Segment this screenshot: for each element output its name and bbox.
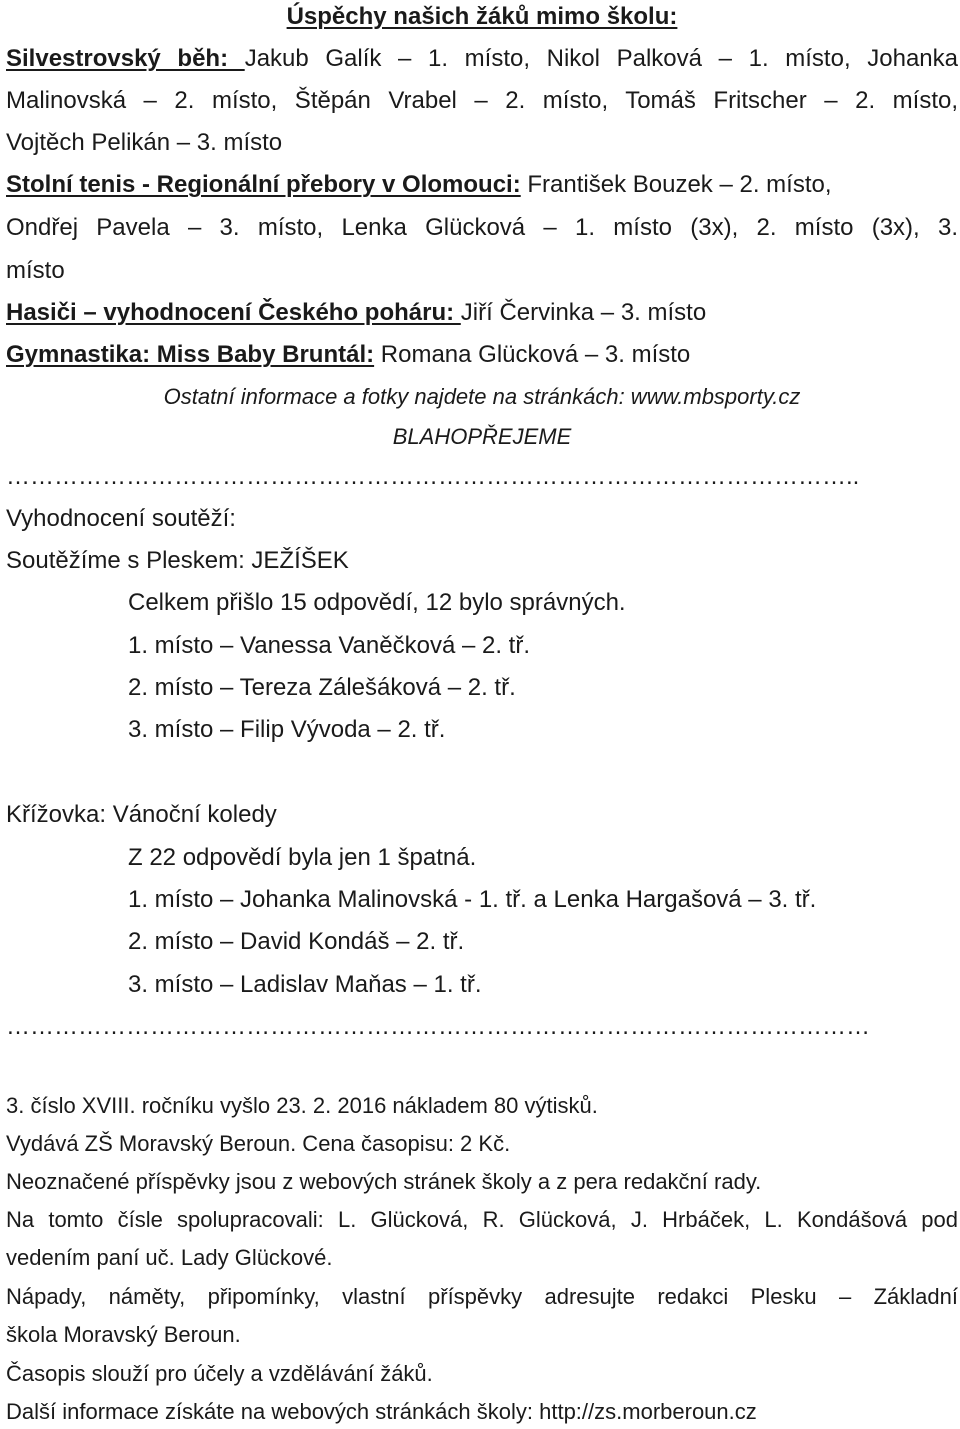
contest1-place-1: 1. místo – Vanessa Vaněčková – 2. tř. [128, 632, 530, 659]
tenis-results-1: František Bouzek – 2. místo, [520, 171, 832, 198]
tenis-line-1 [6, 170, 832, 200]
imprint-collab-1: Na tomto čísle spolupracovali: L. Glücková, R. Glücková, J. Hrbáček, L. Kondášová pod [6, 1207, 958, 1232]
divider-dots-2: ……………………………………………………………………………………………… [6, 1013, 870, 1040]
contest2-place-2: 2. místo – David Kondáš – 2. tř. [128, 928, 465, 955]
gymnastika-label: Gymnastika: Miss Baby Bruntál: [6, 341, 375, 368]
contest1-place-3: 3. místo – Filip Vývoda – 2. tř. [128, 716, 446, 743]
imprint-collab-2: vedením paní uč. Lady Glückové. [6, 1245, 333, 1270]
tenis-line-2: Ondřej Pavela – 3. místo, Lenka Glücková – 1. místo (3x), 2. místo (3x), 3. [6, 214, 958, 241]
gymnastika-result: Romana Glücková – 3. místo [374, 341, 691, 368]
tenis-label: Stolní tenis - Regionální přebory v Olomouci: [6, 171, 521, 198]
silvestr-line-1 [6, 44, 958, 74]
contest2-title: Křížovka: Vánoční koledy [6, 801, 277, 828]
tenis-line-3: místo [6, 257, 65, 284]
silvestr-line-3: Vojtěch Pelikán – 3. místo [6, 129, 283, 156]
contest1-title: Soutěžíme s Pleskem: JEŽÍŠEK [6, 547, 349, 574]
divider-dots: …………………………………………………………………………………………….. [6, 463, 860, 490]
hasici-label: Hasiči – vyhodnocení Českého poháru: [6, 299, 461, 326]
imprint-publisher: Vydává ZŠ Moravský Beroun. Cena časopisu: 2 Kč. [6, 1131, 511, 1156]
contest2-summary: Z 22 odpovědí byla jen 1 špatná. [128, 844, 477, 871]
contest1-place-2: 2. místo – Tereza Zálešáková – 2. tř. [128, 674, 516, 701]
imprint-unsigned: Neoznačené příspěvky jsou z webových stránek školy a z pera redakční rady. [6, 1169, 762, 1194]
info-line: Ostatní informace a fotky najdete na stránkách: www.mbsporty.cz [163, 384, 801, 409]
congrats-line: BLAHOPŘEJEME [392, 424, 572, 449]
section-heading: Úspěchy našich žáků mimo školu: [286, 3, 678, 30]
silvestr-line-2: Malinovská – 2. místo, Štěpán Vrabel – 2. místo, Tomáš Fritscher – 2. místo, [6, 87, 958, 114]
imprint-more: Další informace získáte na webových stránkách školy: http://zs.morberoun.cz [6, 1399, 757, 1424]
imprint-issue: 3. číslo XVIII. ročníku vyšlo 23. 2. 2016 nákladem 80 výtisků. [6, 1093, 598, 1118]
hasici-line [6, 298, 706, 328]
silvestr-label: Silvestrovský běh: [6, 45, 245, 72]
contest2-place-3: 3. místo – Ladislav Maňas – 1. tř. [128, 971, 482, 998]
imprint-ideas-1: Nápady, náměty, připomínky, vlastní příspěvky adresujte redakci Plesku – Základní [6, 1284, 958, 1309]
gymnastika-line [6, 340, 690, 370]
silvestr-results-1: Jakub Galík – 1. místo, Nikol Palková – 1. místo, Johanka [244, 45, 958, 72]
imprint-ideas-2: škola Moravský Beroun. [6, 1322, 241, 1347]
contest2-place-1: 1. místo – Johanka Malinovská - 1. tř. a Lenka Hargašová – 3. tř. [128, 886, 817, 913]
contest1-summary: Celkem přišlo 15 odpovědí, 12 bylo správných. [128, 589, 626, 616]
evaluation-title: Vyhodnocení soutěží: [6, 505, 236, 532]
imprint-purpose: Časopis slouží pro účely a vzdělávání žáků. [6, 1361, 433, 1386]
hasici-result: Jiří Červinka – 3. místo [460, 299, 707, 326]
